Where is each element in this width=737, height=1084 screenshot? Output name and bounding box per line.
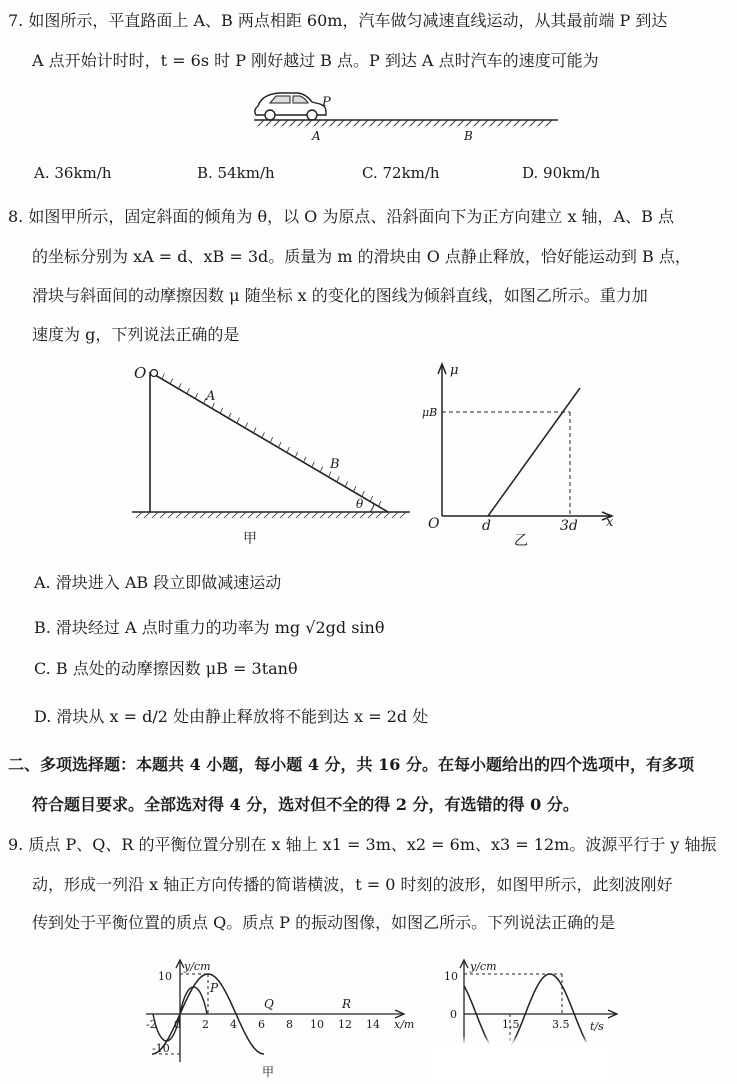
incline-point-b-label: B <box>330 457 340 472</box>
incline-theta-label: θ <box>356 497 364 511</box>
wave-x-axis-label: x/m <box>394 1018 415 1031</box>
wave-caption: 甲 <box>262 1065 275 1079</box>
incline-caption: 甲 <box>243 531 257 547</box>
vib-xtick-3-5: 3.5 <box>552 1018 570 1031</box>
vib-ytick-10: 10 <box>444 970 458 983</box>
vib-y-axis-label: y/cm <box>470 960 497 973</box>
wave-xtick-12: 12 <box>338 1018 352 1031</box>
section2-line-1: 二、多项选择题：本题共 4 小题，每小题 4 分，共 16 分。在每小题给出的四个选项中，有多项 <box>8 755 694 774</box>
q8-incline-figure <box>130 360 420 550</box>
wave-xtick-0: 0 <box>174 1018 181 1031</box>
q8-option-b: B. 滑块经过 A 点时重力的功率为 mg √2gd sinθ <box>34 618 385 637</box>
mu-b-label: μB <box>422 406 438 419</box>
q8-option-a: A. 滑块进入 AB 段立即做减速运动 <box>34 573 282 592</box>
q8-line-4: 速度为 g，下列说法正确的是 <box>32 325 240 344</box>
point-b-label: B <box>464 129 473 143</box>
q9-line-2: 动，形成一列沿 x 轴正方向传播的简谐横波，t = 0 时刻的波形，如图甲所示，此刻波刚好 <box>32 875 673 894</box>
q7-option-a: A. 36km/h <box>34 164 112 182</box>
mu-tick-3d: 3d <box>560 518 578 534</box>
q8-line-1: 8. 如图甲所示，固定斜面的倾角为 θ，以 O 为原点、沿斜面向下为正方向建立 x 轴，A、B 点 <box>8 207 674 226</box>
q8-option-c: C. B 点处的动摩擦因数 μB = 3tanθ <box>34 659 298 678</box>
mu-origin-label: O <box>428 516 440 532</box>
wave-y-axis-label: y/cm <box>184 960 211 973</box>
wave-xtick-4: 4 <box>230 1018 237 1031</box>
q8-mu-graph <box>420 360 620 550</box>
q8-line-2: 的坐标分别为 xA = d、xB = 3d。质量为 m 的滑块由 O 点静止释放，恰好能运动到 B 点， <box>32 247 691 266</box>
car-icon <box>255 93 326 120</box>
car-point-p-label: P <box>322 95 331 110</box>
vib-ytick-0: 0 <box>450 1008 457 1021</box>
wave-xtick-2: 2 <box>202 1018 209 1031</box>
q7-option-b: B. 54km/h <box>197 164 275 182</box>
wave-xtick-14: 14 <box>366 1018 380 1031</box>
watermark-blur <box>430 1040 610 1084</box>
wave-ytick-10: 10 <box>158 970 172 983</box>
point-a-label: A <box>312 129 321 143</box>
q9-line-1: 9. 质点 P、Q、R 的平衡位置分别在 x 轴上 x1 = 3m、x2 = 6m、x3 = 12m。波源平行于 y 轴振 <box>8 835 717 854</box>
section2-line-2: 符合题目要求。全部选对得 4 分，选对但不全的得 2 分，有选错的得 0 分。 <box>32 795 579 814</box>
incline-point-a-label: A <box>206 389 216 404</box>
q7-car-figure <box>240 88 560 148</box>
wave-xtick-10: 10 <box>310 1018 324 1031</box>
mu-tick-d: d <box>482 518 491 534</box>
mu-graph-caption: 乙 <box>514 533 528 549</box>
mu-x-axis-label: x <box>606 515 614 530</box>
q8-line-3: 滑块与斜面间的动摩擦因数 μ 随坐标 x 的变化的图线为倾斜直线，如图乙所示。重力加 <box>32 286 648 305</box>
wave-point-p: P <box>210 981 219 995</box>
wave-ytick-neg10: -10 <box>152 1042 170 1055</box>
wave-point-r: R <box>342 997 352 1011</box>
mu-axis-label: μ <box>450 363 459 378</box>
q8-option-d: D. 滑块从 x = d/2 处由静止释放将不能到达 x = 2d 处 <box>34 707 429 726</box>
q7-option-c: C. 72km/h <box>362 164 440 182</box>
incline-origin-label: O <box>134 364 147 382</box>
vib-x-axis-label: t/s <box>590 1020 604 1033</box>
q7-line-1: 7. 如图所示，平直路面上 A、B 两点相距 60m，汽车做匀减速直线运动，从其最前端 P 到达 <box>8 11 668 30</box>
wave-point-q: Q <box>264 997 274 1011</box>
q9-line-3: 传到处于平衡位置的质点 Q。质点 P 的振动图像，如图乙所示。下列说法正确的是 <box>32 913 616 932</box>
q7-line-2: A 点开始计时时，t = 6s 时 P 刚好越过 B 点。P 到达 A 点时汽车的速度可能为 <box>32 51 599 70</box>
q9-wave-graph <box>140 958 430 1080</box>
vib-xtick-1-5: 1.5 <box>502 1018 520 1031</box>
wave-xtick-8: 8 <box>286 1018 293 1031</box>
wave-xtick-6: 6 <box>258 1018 265 1031</box>
q7-option-d: D. 90km/h <box>522 164 601 182</box>
wave-xtick--2: -2 <box>146 1018 157 1031</box>
